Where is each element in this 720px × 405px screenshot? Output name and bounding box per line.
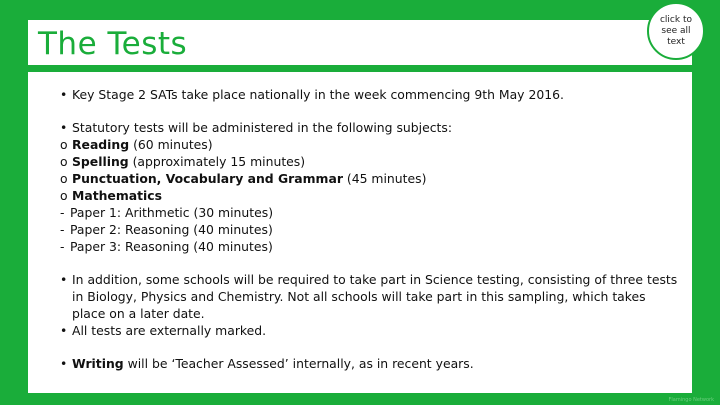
subject-item: o Punctuation, Vocabulary and Grammar (45 minutes) <box>60 171 427 186</box>
subject-item: o Mathematics <box>60 188 163 203</box>
bullet-icon: • <box>60 323 68 338</box>
bullet-icon: • <box>60 120 68 135</box>
click-to-see-all-text-button[interactable] <box>647 2 705 60</box>
content-panel <box>28 72 692 393</box>
dash-icon: - <box>60 205 65 220</box>
circle-bullet-icon: o <box>60 171 68 186</box>
bullet-icon: • <box>60 272 68 287</box>
bullet-icon: • <box>60 356 68 371</box>
title-bar <box>28 20 692 65</box>
paper-item: - Paper 2: Reasoning (40 minutes) <box>60 222 273 237</box>
bullet-item: • In addition, some schools will be required to take part in Science testing, consisting of three tests in Biology, Physics and Chemistry. Not all schools will take part in this sampling, which takes place on a later date. <box>60 272 678 321</box>
circle-bullet-icon: o <box>60 137 68 152</box>
bullet-item: • Writing will be ‘Teacher Assessed’ internally, as in recent years. <box>60 356 474 371</box>
bullet-item: • Statutory tests will be administered in the following subjects: <box>60 120 452 135</box>
dash-icon: - <box>60 239 65 254</box>
bullet-item: • All tests are externally marked. <box>60 323 267 338</box>
content-text <box>60 86 680 372</box>
click-button-label: click to see all text <box>659 14 692 47</box>
circle-bullet-icon: o <box>60 188 68 203</box>
bullet-item: • Key Stage 2 SATs take place nationally in the week commencing 9th May 2016. <box>60 87 564 102</box>
bullet-icon: • <box>60 87 68 102</box>
circle-bullet-icon: o <box>60 154 68 169</box>
paper-item: - Paper 1: Arithmetic (30 minutes) <box>60 205 274 220</box>
subject-item: o Spelling (approximately 15 minutes) <box>60 154 306 169</box>
paper-item: - Paper 3: Reasoning (40 minutes) <box>60 239 273 254</box>
footer-watermark: Flamingo Network <box>668 397 714 403</box>
dash-icon: - <box>60 222 65 237</box>
subject-item: o Reading (60 minutes) <box>60 137 213 152</box>
page-title: The Tests <box>38 26 188 62</box>
